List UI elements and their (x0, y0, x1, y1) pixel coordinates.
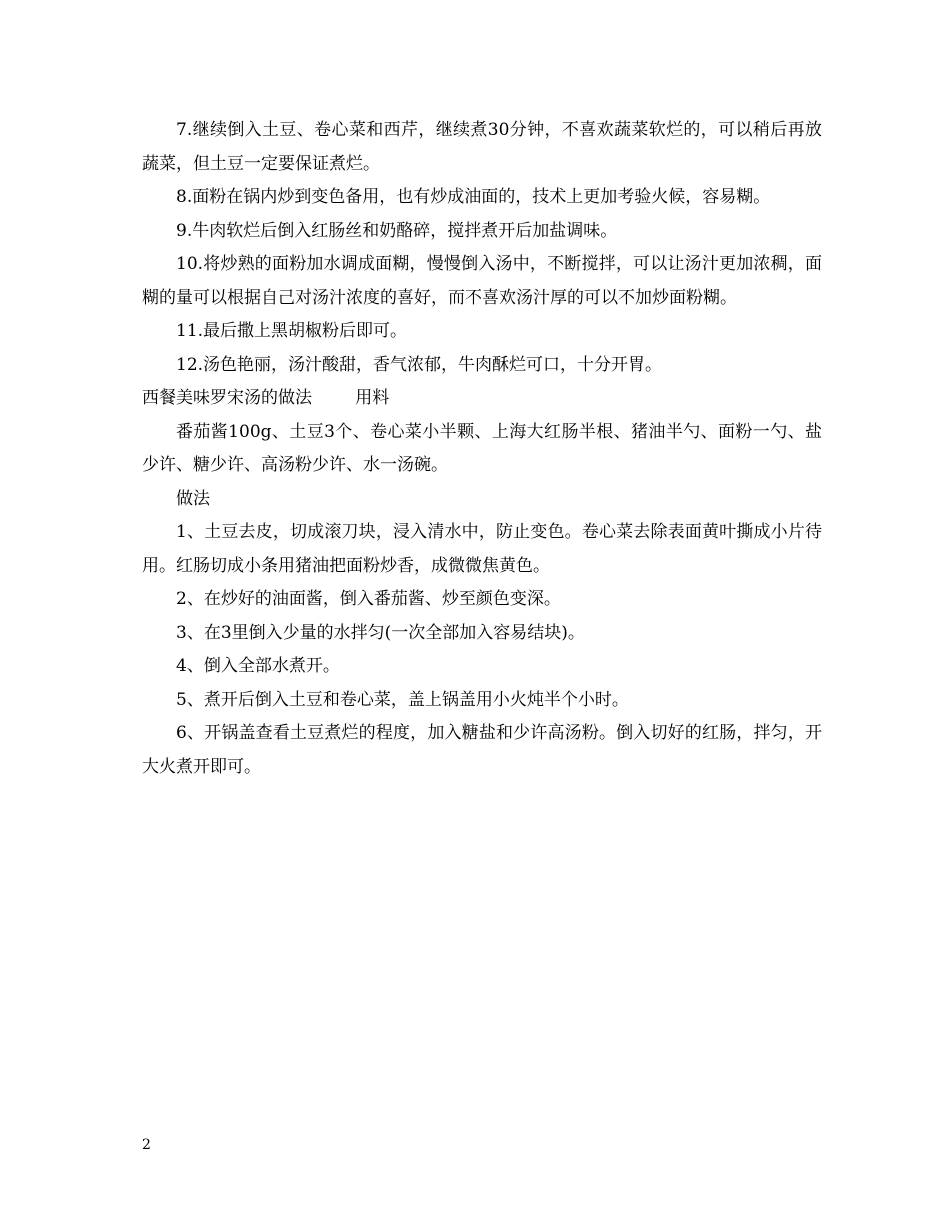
method-step-3: 3、在3里倒入少量的水拌匀(一次全部加入容易结块)。 (176, 622, 585, 643)
ingredients-label: 用料 (355, 388, 390, 408)
page-number: 2 (142, 1137, 151, 1153)
method-step-5: 5、煮开后倒入土豆和卷心菜，盖上锅盖用小火炖半个小时。 (176, 689, 629, 710)
recipe-title: 西餐美味罗宋汤的做法 (142, 388, 312, 408)
method-step-6: 6、开锅盖查看土豆煮烂的程度，加入糖盐和少许高汤粉。倒入切好的红肠，拌匀，开大火煮开即可。 (142, 723, 822, 777)
paragraph-step-11: 11.最后撒上黑胡椒粉后即可。 (176, 321, 408, 341)
ingredients-list: 番茄酱100g、土豆3个、卷心菜小半颗、上海大红肠半根、猪油半勺、面粉一勺、盐少许、糖少许、高汤粉少许、水一汤碗。 (142, 421, 822, 475)
method-step-2: 2、在炒好的油面酱，倒入番茄酱、炒至颜色变深。 (176, 589, 561, 609)
paragraph-step-8: 8.面粉在锅内炒到变色备用，也有炒成油面的，技术上更加考验火候，容易糊。 (176, 187, 771, 207)
method-step-1: 1、土豆去皮，切成滚刀块，浸入清水中，防止变色。卷心菜去除表面黄叶撕成小片待用。红肠切成小条用猪油把面粉炒香，成微微焦黄色。 (142, 522, 822, 576)
method-step-4: 4、倒入全部水煮开。 (176, 656, 340, 676)
document-body (142, 114, 822, 784)
method-label: 做法 (176, 488, 210, 509)
recipe-heading (142, 382, 822, 416)
paragraph-step-10: 10.将炒熟的面粉加水调成面糊，慢慢倒入汤中，不断搅拌，可以让汤汁更加浓稠，面糊的量可以根据自己对汤汁浓度的喜好，而不喜欢汤汁厚的可以不加炒面粉糊。 (142, 254, 822, 308)
paragraph-step-7: 7.继续倒入土豆、卷心菜和西芹，继续煮30分钟，不喜欢蔬菜软烂的，可以稍后再放蔬菜，但土豆一定要保证煮烂。 (142, 120, 822, 174)
paragraph-step-9: 9.牛肉软烂后倒入红肠丝和奶酪碎，搅拌煮开后加盐调味。 (176, 220, 618, 241)
paragraph-step-12: 12.汤色艳丽，汤汁酸甜，香气浓郁，牛肉酥烂可口，十分开胃。 (176, 354, 663, 375)
